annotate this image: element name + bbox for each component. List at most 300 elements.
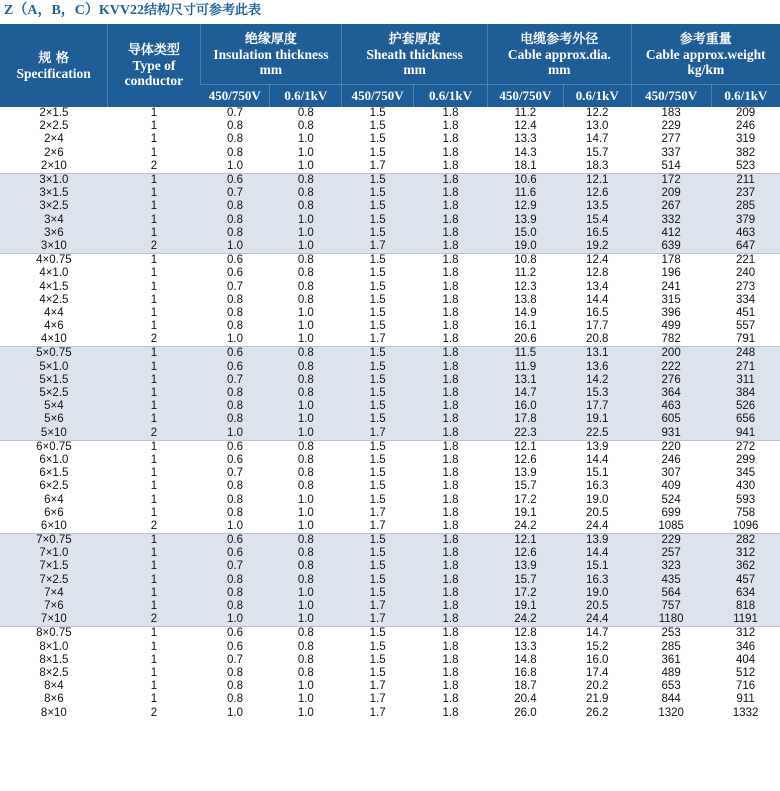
- cell-sheath-0.6-1kv: 1.8: [442, 453, 459, 466]
- cell-dia-450-750v: 18.1: [514, 159, 537, 172]
- cell-wt-0.6-1kv: 647: [711, 240, 780, 254]
- cell-dia-0.6-1kv: 13.9: [563, 534, 631, 548]
- cell-dia-0.6-1kv: 18.3: [586, 159, 609, 172]
- cell-ins-450-750v: 0.8: [227, 293, 243, 306]
- caption-note: 结构尺寸可参考此表: [144, 3, 262, 18]
- cell-wt-0.6-1kv: 404: [735, 653, 756, 666]
- cell-sheath-0.6-1kv: 1.8: [414, 400, 488, 413]
- cell-wt-450-750v: 246: [661, 453, 681, 466]
- cell-spec: 2×6: [44, 146, 64, 159]
- cell-ins-0.6-1kv: 1.0: [297, 133, 314, 146]
- header-dia-0.6-1kv: 0.6/1kV: [563, 85, 631, 108]
- cell-wt-450-750v: 267: [631, 200, 711, 213]
- table-caption: [0, 0, 780, 22]
- cell-conductor-type: 1: [108, 534, 200, 548]
- cell-wt-450-750v: 172: [631, 173, 711, 187]
- cell-ins-0.6-1kv: 0.8: [297, 107, 314, 120]
- cell-sheath-0.6-1kv: 1.8: [414, 361, 488, 374]
- cell-spec: 4×4: [44, 306, 64, 319]
- cell-wt-450-750v: 200: [631, 347, 711, 361]
- cell-wt-0.6-1kv: 656: [711, 413, 780, 426]
- cell-sheath-450-750v: 1.7: [369, 706, 386, 719]
- cell-ins-0.6-1kv: 1.0: [270, 613, 342, 627]
- cell-sheath-450-750v: 1.7: [342, 427, 414, 441]
- cell-sheath-450-750v: 1.5: [369, 146, 386, 159]
- cell-dia-450-750v: 15.7: [487, 574, 563, 587]
- cell-wt-0.6-1kv: 1191: [711, 613, 780, 627]
- cell-sheath-0.6-1kv: 1.8: [442, 480, 459, 493]
- cell-sheath-450-750v: 1.5: [369, 653, 386, 666]
- cell-wt-450-750v: 757: [631, 600, 711, 613]
- cell-wt-450-750v: 257: [631, 547, 711, 560]
- cell-sheath-0.6-1kv: 1.8: [414, 227, 488, 240]
- cell-sheath-0.6-1kv: 1.8: [442, 640, 459, 653]
- cell-conductor-type: 1: [150, 107, 158, 120]
- cell-conductor-type: 1: [108, 547, 200, 560]
- cell-wt-0.6-1kv: 209: [735, 107, 756, 120]
- cell-ins-0.6-1kv: 0.8: [297, 666, 314, 679]
- cell-dia-450-750v: 12.4: [514, 120, 537, 133]
- cell-wt-0.6-1kv: 273: [735, 280, 756, 293]
- cell-wt-0.6-1kv: 312: [711, 547, 780, 560]
- cell-sheath-450-750v: 1.5: [369, 666, 386, 679]
- cell-dia-450-750v: 16.1: [514, 320, 537, 333]
- cell-sheath-0.6-1kv: 1.8: [442, 107, 459, 120]
- cell-dia-0.6-1kv: 15.4: [563, 214, 631, 227]
- cell-spec: 2×4: [44, 133, 64, 146]
- cell-dia-450-750v: 14.9: [514, 306, 537, 319]
- cell-dia-450-750v: 11.9: [487, 361, 563, 374]
- cell-wt-450-750v: 276: [631, 374, 711, 387]
- cell-ins-0.6-1kv: 0.8: [297, 120, 314, 133]
- cell-conductor-type: 1: [150, 653, 158, 666]
- cell-sheath-450-750v: 1.7: [369, 159, 386, 172]
- cell-wt-0.6-1kv: 716: [735, 680, 756, 693]
- cable-spec-table: [0, 24, 780, 720]
- cell-conductor-type: 1: [150, 453, 158, 466]
- table-row: [0, 361, 780, 374]
- cell-wt-0.6-1kv: 941: [711, 427, 780, 441]
- cell-sheath-450-750v: 1.5: [342, 400, 414, 413]
- cell-dia-0.6-1kv: 16.3: [563, 574, 631, 587]
- cell-sheath-0.6-1kv: 1.8: [442, 653, 459, 666]
- cell-wt-450-750v: 323: [631, 560, 711, 573]
- cell-spec: 4×10: [40, 333, 67, 346]
- table-row: [0, 347, 780, 361]
- table-row: [0, 267, 780, 280]
- cell-wt-0.6-1kv: 634: [711, 587, 780, 600]
- cell-dia-0.6-1kv: 13.0: [586, 120, 609, 133]
- cell-dia-0.6-1kv: 26.2: [586, 706, 609, 719]
- cell-wt-0.6-1kv: 1332: [732, 706, 759, 719]
- cell-sheath-450-750v: 1.5: [369, 640, 386, 653]
- cell-conductor-type: 1: [150, 467, 158, 480]
- table-row: [0, 387, 780, 400]
- cell-dia-450-750v: 19.0: [487, 240, 563, 254]
- table-row: [0, 400, 780, 413]
- cell-spec: 6×0.75: [0, 440, 108, 454]
- table-row: [0, 507, 780, 520]
- header-type-cn: 导体类型: [127, 43, 180, 58]
- cell-wt-450-750v: 364: [631, 387, 711, 400]
- cell-ins-450-750v: 0.8: [227, 120, 243, 133]
- cell-dia-450-750v: 16.0: [487, 400, 563, 413]
- cell-ins-0.6-1kv: 1.0: [297, 680, 314, 693]
- cell-sheath-450-750v: 1.7: [369, 693, 386, 706]
- cell-ins-450-750v: 1.0: [200, 427, 270, 441]
- cell-wt-0.6-1kv: 557: [735, 320, 756, 333]
- cell-ins-0.6-1kv: 1.0: [297, 493, 314, 506]
- table-row: [0, 107, 780, 120]
- cell-sheath-450-750v: 1.5: [369, 306, 386, 319]
- cell-conductor-type: 1: [108, 361, 200, 374]
- cell-sheath-0.6-1kv: 1.8: [414, 560, 488, 573]
- cell-ins-450-750v: 0.6: [200, 254, 270, 268]
- cell-sheath-450-750v: 1.5: [369, 293, 386, 306]
- cell-sheath-450-750v: 1.5: [369, 467, 386, 480]
- cell-conductor-type: 1: [108, 187, 200, 200]
- cell-dia-450-750v: 13.1: [487, 374, 563, 387]
- cell-spec: 4×1.0: [39, 267, 69, 280]
- cell-wt-450-750v: 220: [631, 440, 711, 454]
- header-specification: [0, 24, 108, 107]
- table-row: [0, 214, 780, 227]
- cell-sheath-0.6-1kv: 1.8: [442, 666, 459, 679]
- table-row: [0, 547, 780, 560]
- cell-ins-0.6-1kv: 0.8: [270, 574, 342, 587]
- cell-ins-0.6-1kv: 0.8: [297, 653, 314, 666]
- cell-ins-450-750v: 0.8: [227, 680, 243, 693]
- cell-wt-0.6-1kv: 285: [711, 200, 780, 213]
- cell-ins-0.6-1kv: 1.0: [297, 333, 314, 346]
- table-row: [0, 560, 780, 573]
- header-sheath-450-750v: 450/750V: [342, 85, 414, 108]
- cell-conductor-type: 1: [108, 400, 200, 413]
- cell-spec: 4×1.5: [39, 280, 69, 293]
- cell-spec: 8×10: [40, 706, 67, 719]
- cell-spec: 7×1.5: [0, 560, 108, 573]
- cell-ins-0.6-1kv: 0.8: [270, 560, 342, 573]
- cell-dia-0.6-1kv: 14.7: [563, 627, 631, 641]
- cell-dia-0.6-1kv: 12.8: [586, 267, 609, 280]
- cell-wt-0.6-1kv: 272: [711, 440, 780, 454]
- table-row: [0, 133, 780, 146]
- cell-sheath-0.6-1kv: 1.8: [414, 200, 488, 213]
- cell-wt-450-750v: 931: [631, 427, 711, 441]
- cell-ins-450-750v: 0.6: [200, 440, 270, 454]
- cell-sheath-450-750v: 1.7: [369, 506, 386, 519]
- cell-wt-0.6-1kv: 818: [711, 600, 780, 613]
- cell-dia-450-750v: 13.9: [487, 560, 563, 573]
- cell-sheath-450-750v: 1.7: [369, 680, 386, 693]
- cell-dia-450-750v: 22.3: [487, 427, 563, 441]
- cell-sheath-0.6-1kv: 1.8: [414, 574, 488, 587]
- cell-wt-450-750v: 782: [661, 333, 681, 346]
- cell-ins-0.6-1kv: 1.0: [270, 240, 342, 254]
- cell-wt-450-750v: 605: [631, 413, 711, 426]
- cell-conductor-type: 1: [108, 374, 200, 387]
- cell-spec: 5×1.5: [0, 374, 108, 387]
- cell-dia-450-750v: 15.0: [487, 227, 563, 240]
- cell-sheath-0.6-1kv: 1.8: [442, 120, 459, 133]
- cell-wt-450-750v: 315: [661, 293, 681, 306]
- cell-wt-450-750v: 196: [661, 267, 681, 280]
- cell-wt-450-750v: 489: [661, 666, 681, 679]
- cell-ins-0.6-1kv: 0.8: [270, 347, 342, 361]
- cell-dia-0.6-1kv: 22.5: [563, 427, 631, 441]
- cell-ins-450-750v: 0.7: [227, 280, 243, 293]
- cell-ins-0.6-1kv: 0.8: [297, 453, 314, 466]
- cell-dia-450-750v: 12.6: [514, 453, 537, 466]
- table-row: [0, 641, 780, 654]
- table-row: [0, 240, 780, 254]
- cell-dia-0.6-1kv: 13.6: [563, 361, 631, 374]
- table-row: [0, 227, 780, 240]
- cell-dia-0.6-1kv: 15.1: [586, 467, 609, 480]
- cell-wt-0.6-1kv: 512: [735, 666, 756, 679]
- cell-sheath-450-750v: 1.7: [342, 613, 414, 627]
- cell-dia-450-750v: 11.2: [514, 107, 537, 120]
- cell-ins-0.6-1kv: 0.8: [297, 293, 314, 306]
- cell-dia-0.6-1kv: 15.7: [586, 146, 609, 159]
- cell-spec: 7×0.75: [0, 534, 108, 548]
- cell-spec: 4×6: [44, 320, 64, 333]
- cell-wt-450-750v: 209: [631, 187, 711, 200]
- cell-dia-450-750v: 17.2: [514, 493, 537, 506]
- cell-spec: 8×1.5: [39, 653, 69, 666]
- cell-ins-450-750v: 1.0: [200, 240, 270, 254]
- cell-wt-0.6-1kv: 379: [711, 214, 780, 227]
- cell-sheath-0.6-1kv: 1.8: [414, 627, 488, 641]
- cell-wt-0.6-1kv: 457: [711, 574, 780, 587]
- cell-wt-0.6-1kv: 345: [735, 467, 756, 480]
- cell-wt-0.6-1kv: 523: [735, 159, 756, 172]
- cell-ins-0.6-1kv: 1.0: [297, 306, 314, 319]
- cell-ins-0.6-1kv: 1.0: [270, 214, 342, 227]
- table-row: [0, 374, 780, 387]
- cell-spec: 3×1.0: [0, 173, 108, 187]
- table-row: [0, 320, 780, 333]
- cell-wt-450-750v: 463: [631, 400, 711, 413]
- cell-sheath-0.6-1kv: 1.8: [414, 427, 488, 441]
- cell-wt-450-750v: 396: [661, 306, 681, 319]
- cell-ins-0.6-1kv: 0.8: [270, 200, 342, 213]
- cell-wt-450-750v: 564: [631, 587, 711, 600]
- cell-dia-450-750v: 14.3: [514, 146, 537, 159]
- cell-dia-450-750v: 12.6: [487, 547, 563, 560]
- cell-dia-450-750v: 26.0: [514, 706, 537, 719]
- cell-conductor-type: 1: [108, 173, 200, 187]
- cell-sheath-450-750v: 1.5: [342, 254, 414, 268]
- cell-sheath-0.6-1kv: 1.8: [442, 493, 459, 506]
- cell-dia-0.6-1kv: 24.4: [586, 519, 609, 532]
- table-body: [0, 107, 780, 720]
- cell-wt-0.6-1kv: 248: [711, 347, 780, 361]
- cell-spec: 2×10: [40, 159, 67, 172]
- cell-dia-0.6-1kv: 20.2: [586, 680, 609, 693]
- cell-sheath-450-750v: 1.5: [342, 387, 414, 400]
- cell-dia-450-750v: 15.7: [514, 480, 537, 493]
- table-row: [0, 480, 780, 493]
- cell-sheath-0.6-1kv: 1.8: [414, 173, 488, 187]
- cell-dia-0.6-1kv: 14.2: [563, 374, 631, 387]
- header-dia-450-750v: 450/750V: [487, 85, 563, 108]
- table-row: [0, 706, 780, 719]
- header-sheath: [342, 24, 488, 85]
- cell-dia-0.6-1kv: 20.5: [563, 600, 631, 613]
- cell-spec: 3×10: [0, 240, 108, 254]
- cell-conductor-type: 1: [150, 133, 158, 146]
- cell-ins-0.6-1kv: 0.8: [270, 387, 342, 400]
- cell-wt-450-750v: 699: [661, 506, 681, 519]
- cell-dia-450-750v: 19.1: [514, 506, 537, 519]
- cell-sheath-450-750v: 1.5: [369, 133, 386, 146]
- cell-dia-0.6-1kv: 17.4: [586, 666, 609, 679]
- cell-ins-450-750v: 0.8: [200, 214, 270, 227]
- cell-dia-450-750v: 12.3: [514, 280, 537, 293]
- cell-dia-450-750v: 14.8: [514, 653, 537, 666]
- cell-dia-450-750v: 11.5: [487, 347, 563, 361]
- cell-sheath-0.6-1kv: 1.8: [414, 600, 488, 613]
- header-ins-unit: mm: [259, 61, 283, 77]
- table-row: [0, 680, 780, 693]
- cell-sheath-0.6-1kv: 1.8: [442, 280, 459, 293]
- cell-sheath-450-750v: 1.5: [342, 227, 414, 240]
- cell-spec: 3×1.5: [0, 187, 108, 200]
- cell-spec: 8×4: [44, 680, 64, 693]
- table-row: [0, 120, 780, 133]
- cell-conductor-type: 2: [108, 613, 200, 627]
- header-sheath-en: Sheath thickness: [366, 46, 463, 62]
- cell-spec: 7×1.0: [0, 547, 108, 560]
- cell-sheath-450-750v: 1.5: [342, 560, 414, 573]
- cell-conductor-type: 1: [150, 146, 158, 159]
- cell-spec: 6×4: [44, 493, 64, 506]
- cell-spec: 5×10: [0, 427, 108, 441]
- header-sheath-0.6-1kv: 0.6/1kV: [414, 85, 488, 108]
- cell-ins-0.6-1kv: 0.8: [270, 374, 342, 387]
- cell-conductor-type: 1: [150, 267, 158, 280]
- cell-sheath-0.6-1kv: 1.8: [414, 187, 488, 200]
- cell-ins-0.6-1kv: 1.0: [297, 706, 314, 719]
- cell-ins-0.6-1kv: 1.0: [297, 159, 314, 172]
- cell-dia-450-750v: 10.6: [487, 173, 563, 187]
- cell-dia-450-750v: 12.9: [487, 200, 563, 213]
- cell-dia-0.6-1kv: 14.4: [563, 547, 631, 560]
- cell-ins-450-750v: 0.7: [200, 374, 270, 387]
- table-row: [0, 667, 780, 680]
- cell-wt-0.6-1kv: 758: [735, 506, 756, 519]
- cell-sheath-450-750v: 1.5: [369, 493, 386, 506]
- cell-wt-450-750v: 332: [631, 214, 711, 227]
- cell-ins-0.6-1kv: 1.0: [297, 506, 314, 519]
- cell-ins-450-750v: 0.8: [200, 574, 270, 587]
- cell-ins-450-750v: 0.8: [227, 306, 243, 319]
- table-row: [0, 173, 780, 187]
- cell-conductor-type: 1: [108, 214, 200, 227]
- cell-ins-450-750v: 1.0: [200, 613, 270, 627]
- cell-conductor-type: 1: [150, 666, 158, 679]
- cell-wt-0.6-1kv: 430: [735, 480, 756, 493]
- cell-ins-0.6-1kv: 1.0: [297, 693, 314, 706]
- table-row: [0, 654, 780, 667]
- header-diameter: [487, 24, 631, 85]
- cell-conductor-type: 2: [150, 159, 158, 172]
- cell-dia-0.6-1kv: 16.3: [586, 480, 609, 493]
- cell-spec: 5×2.5: [0, 387, 108, 400]
- cell-ins-450-750v: 0.6: [200, 361, 270, 374]
- cell-dia-450-750v: 24.2: [487, 613, 563, 627]
- cell-dia-450-750v: 12.8: [487, 627, 563, 641]
- cell-conductor-type: 2: [150, 333, 158, 346]
- table-row: [0, 307, 780, 320]
- cell-dia-0.6-1kv: 14.7: [586, 133, 609, 146]
- cell-conductor-type: 1: [150, 120, 158, 133]
- cell-ins-0.6-1kv: 0.8: [270, 361, 342, 374]
- cell-conductor-type: 1: [150, 320, 158, 333]
- cell-sheath-0.6-1kv: 1.8: [414, 547, 488, 560]
- cell-sheath-0.6-1kv: 1.8: [442, 506, 459, 519]
- cell-spec: 7×4: [0, 587, 108, 600]
- cell-sheath-450-750v: 1.5: [342, 187, 414, 200]
- cell-dia-0.6-1kv: 19.1: [563, 413, 631, 426]
- cell-dia-450-750v: 19.1: [487, 600, 563, 613]
- cell-wt-450-750v: 361: [661, 653, 681, 666]
- header-dia-unit: mm: [548, 61, 571, 77]
- cell-spec: 6×1.0: [39, 453, 69, 466]
- cell-dia-0.6-1kv: 12.4: [563, 254, 631, 268]
- cell-wt-0.6-1kv: 312: [711, 627, 780, 641]
- cell-ins-0.6-1kv: 1.0: [270, 587, 342, 600]
- cell-ins-450-750v: 0.8: [200, 387, 270, 400]
- header-sheath-cn: 护套厚度: [388, 31, 441, 47]
- cell-wt-0.6-1kv: 334: [735, 293, 756, 306]
- cell-spec: 8×1.0: [39, 640, 69, 653]
- cell-ins-450-750v: 0.8: [227, 493, 243, 506]
- cell-ins-450-750v: 0.8: [227, 146, 243, 159]
- cell-spec: 6×10: [40, 519, 67, 532]
- cell-dia-450-750v: 13.3: [514, 640, 537, 653]
- cell-ins-0.6-1kv: 0.8: [297, 267, 314, 280]
- cell-sheath-0.6-1kv: 1.8: [442, 306, 459, 319]
- cell-sheath-0.6-1kv: 1.8: [414, 374, 488, 387]
- cell-spec: 4×0.75: [0, 254, 108, 268]
- cell-wt-450-750v: 844: [661, 693, 681, 706]
- cell-wt-0.6-1kv: 319: [735, 133, 756, 146]
- cell-wt-450-750v: 1320: [658, 706, 684, 719]
- cell-dia-0.6-1kv: 12.1: [563, 173, 631, 187]
- cell-wt-0.6-1kv: 593: [735, 493, 756, 506]
- cell-ins-450-750v: 0.6: [200, 347, 270, 361]
- table-row: [0, 427, 780, 441]
- cell-conductor-type: 1: [150, 293, 158, 306]
- cell-ins-450-750v: 0.8: [200, 227, 270, 240]
- table-row: [0, 493, 780, 506]
- cell-spec: 5×4: [0, 400, 108, 413]
- cell-ins-0.6-1kv: 1.0: [270, 427, 342, 441]
- cell-wt-0.6-1kv: 240: [735, 267, 756, 280]
- cell-ins-0.6-1kv: 0.8: [270, 547, 342, 560]
- cell-spec: 5×1.0: [0, 361, 108, 374]
- table-row: [0, 627, 780, 641]
- cell-ins-450-750v: 0.8: [227, 480, 243, 493]
- cell-sheath-0.6-1kv: 1.8: [442, 467, 459, 480]
- header-wt-cn: 参考重量: [679, 31, 732, 47]
- cell-spec: 8×0.75: [0, 627, 108, 641]
- cell-wt-450-750v: 524: [661, 493, 681, 506]
- cell-conductor-type: 1: [150, 306, 158, 319]
- cell-sheath-0.6-1kv: 1.8: [414, 413, 488, 426]
